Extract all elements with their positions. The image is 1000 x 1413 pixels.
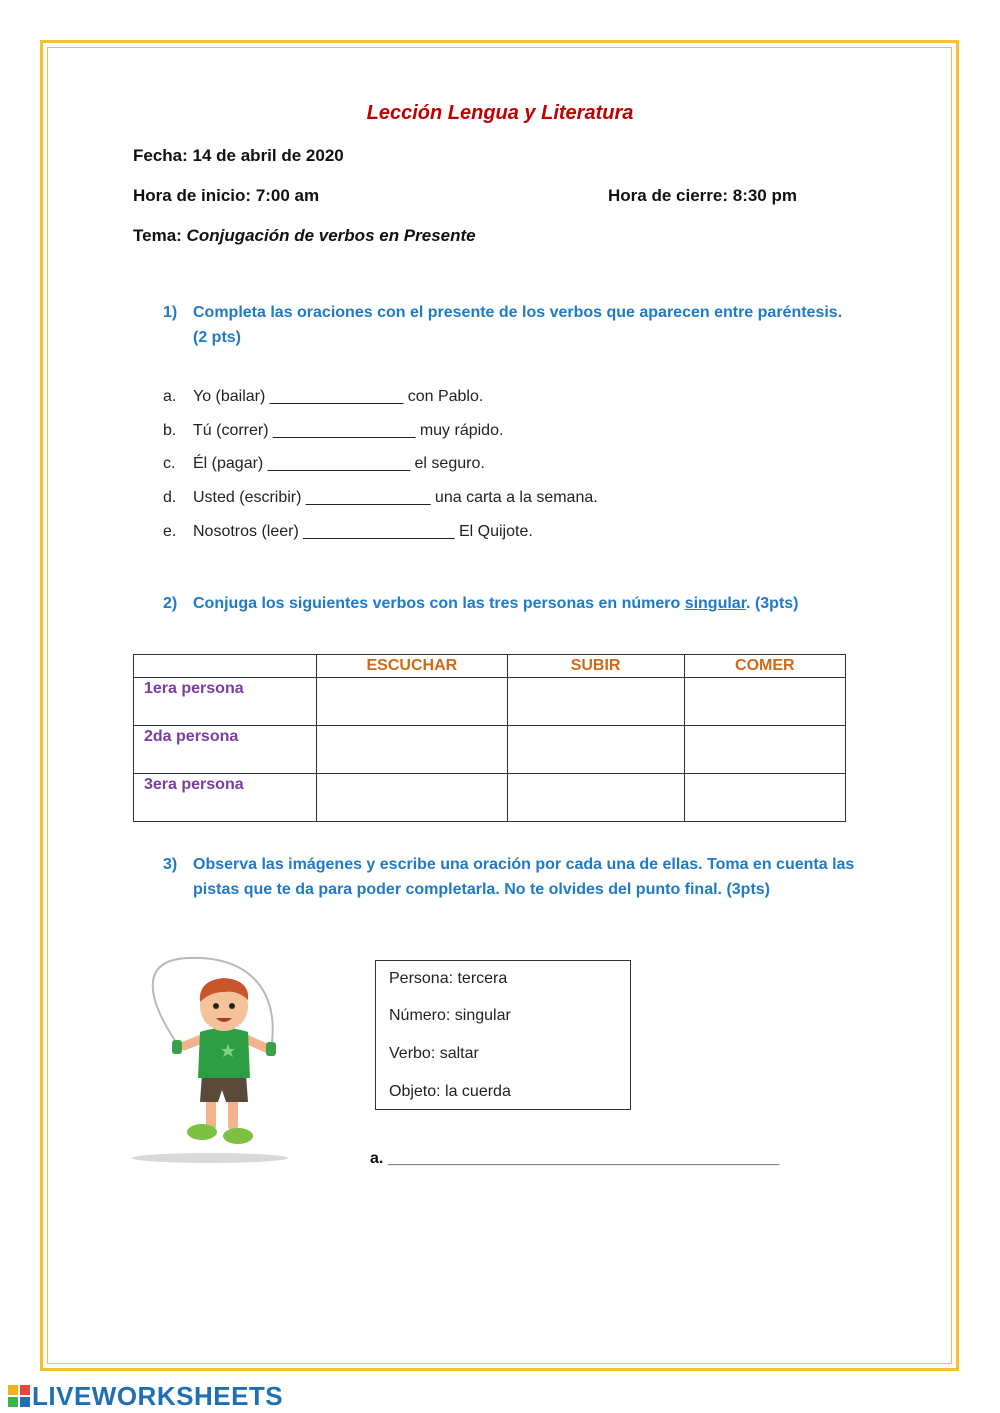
- question-2-number: 2): [163, 595, 178, 612]
- clues-box: [375, 960, 631, 1110]
- date-label: Fecha:: [133, 146, 188, 165]
- answer-cell[interactable]: [317, 678, 507, 726]
- question-2-underlined: singular: [684, 595, 747, 612]
- end-label: Hora de cierre:: [608, 186, 728, 205]
- answer-cell[interactable]: [507, 774, 684, 822]
- clue-verbo: Verbo: saltar: [389, 1045, 479, 1062]
- item-letter: c.: [163, 455, 176, 472]
- answer-line-a[interactable]: a. ____________________________________________: [370, 1150, 780, 1167]
- item-sentence[interactable]: Tú (correr) ________________ muy rápido.: [193, 422, 504, 439]
- row-label-3era: 3era persona: [134, 774, 317, 822]
- logo-squares-icon: [8, 1385, 30, 1407]
- table-row: [134, 726, 846, 774]
- answer-cell[interactable]: [507, 678, 684, 726]
- answer-cell[interactable]: [507, 726, 684, 774]
- table-header-subir: SUBIR: [507, 655, 684, 678]
- question-2-text: [193, 591, 853, 616]
- brand-name: LIVEWORKSHEETS: [32, 1381, 284, 1411]
- table-header-row: [134, 655, 846, 678]
- clue-objeto: Objeto: la cuerda: [389, 1083, 511, 1100]
- boy-jumping-rope-illustration: [128, 950, 298, 1168]
- question-1-text: Completa las oraciones con el presente de los verbos que aparecen entre paréntesis. (2 pts): [193, 304, 843, 346]
- answer-cell[interactable]: [684, 774, 845, 822]
- topic-label: Tema:: [133, 226, 182, 245]
- start-time-line: [133, 186, 319, 206]
- question-3-number: 3): [163, 856, 178, 873]
- topic-line: [133, 226, 476, 246]
- conjugation-table: [133, 654, 846, 822]
- item-sentence[interactable]: Usted (escribir) ______________ una carta a la semana.: [193, 489, 598, 506]
- question-3-text: Observa las imágenes y escribe una oración por cada una de ellas. Toma en cuenta las pistas que te da para poder completarla. No te olvides del punto final. (3pts): [193, 856, 855, 898]
- end-value: 8:30 pm: [732, 186, 797, 205]
- item-sentence[interactable]: Nosotros (leer) _________________ El Quijote.: [193, 523, 533, 540]
- answer-cell[interactable]: [317, 774, 507, 822]
- date-value: 14 de abril de 2020: [192, 146, 344, 165]
- answer-cell[interactable]: [684, 678, 845, 726]
- item-sentence[interactable]: Yo (bailar) _______________ con Pablo.: [193, 388, 484, 405]
- question-2-text-start: Conjuga los siguientes verbos con las tres personas en número: [193, 595, 685, 612]
- clue-persona: Persona: tercera: [389, 970, 508, 987]
- item-letter: e.: [163, 523, 177, 540]
- item-sentence[interactable]: Él (pagar) ________________ el seguro.: [193, 455, 485, 472]
- table-header-blank: [134, 655, 317, 678]
- question-3: [163, 852, 863, 904]
- topic-value: Conjugación de verbos en Presente: [186, 226, 476, 245]
- start-value: 7:00 am: [255, 186, 320, 205]
- item-letter: a.: [163, 388, 177, 405]
- question-1-number: 1): [163, 304, 178, 321]
- clue-numero: Número: singular: [389, 1007, 511, 1024]
- question-2: [163, 591, 853, 617]
- answer-cell[interactable]: [684, 726, 845, 774]
- table-row: [134, 678, 846, 726]
- date-line: [133, 146, 344, 166]
- table-row: [134, 774, 846, 822]
- item-letter: b.: [163, 422, 177, 439]
- table-header-escuchar: ESCUCHAR: [317, 655, 507, 678]
- row-label-1era: 1era persona: [134, 678, 317, 726]
- end-time-line: [608, 186, 797, 206]
- answer-cell[interactable]: [317, 726, 507, 774]
- start-label: Hora de inicio:: [133, 186, 252, 205]
- item-letter: d.: [163, 489, 177, 506]
- page-title: Lección Lengua y Literatura: [366, 102, 634, 124]
- question-2-text-end: . (3pts): [746, 595, 799, 612]
- question-1: [163, 300, 853, 352]
- row-label-2da: 2da persona: [134, 726, 317, 774]
- table-header-comer: COMER: [684, 655, 845, 678]
